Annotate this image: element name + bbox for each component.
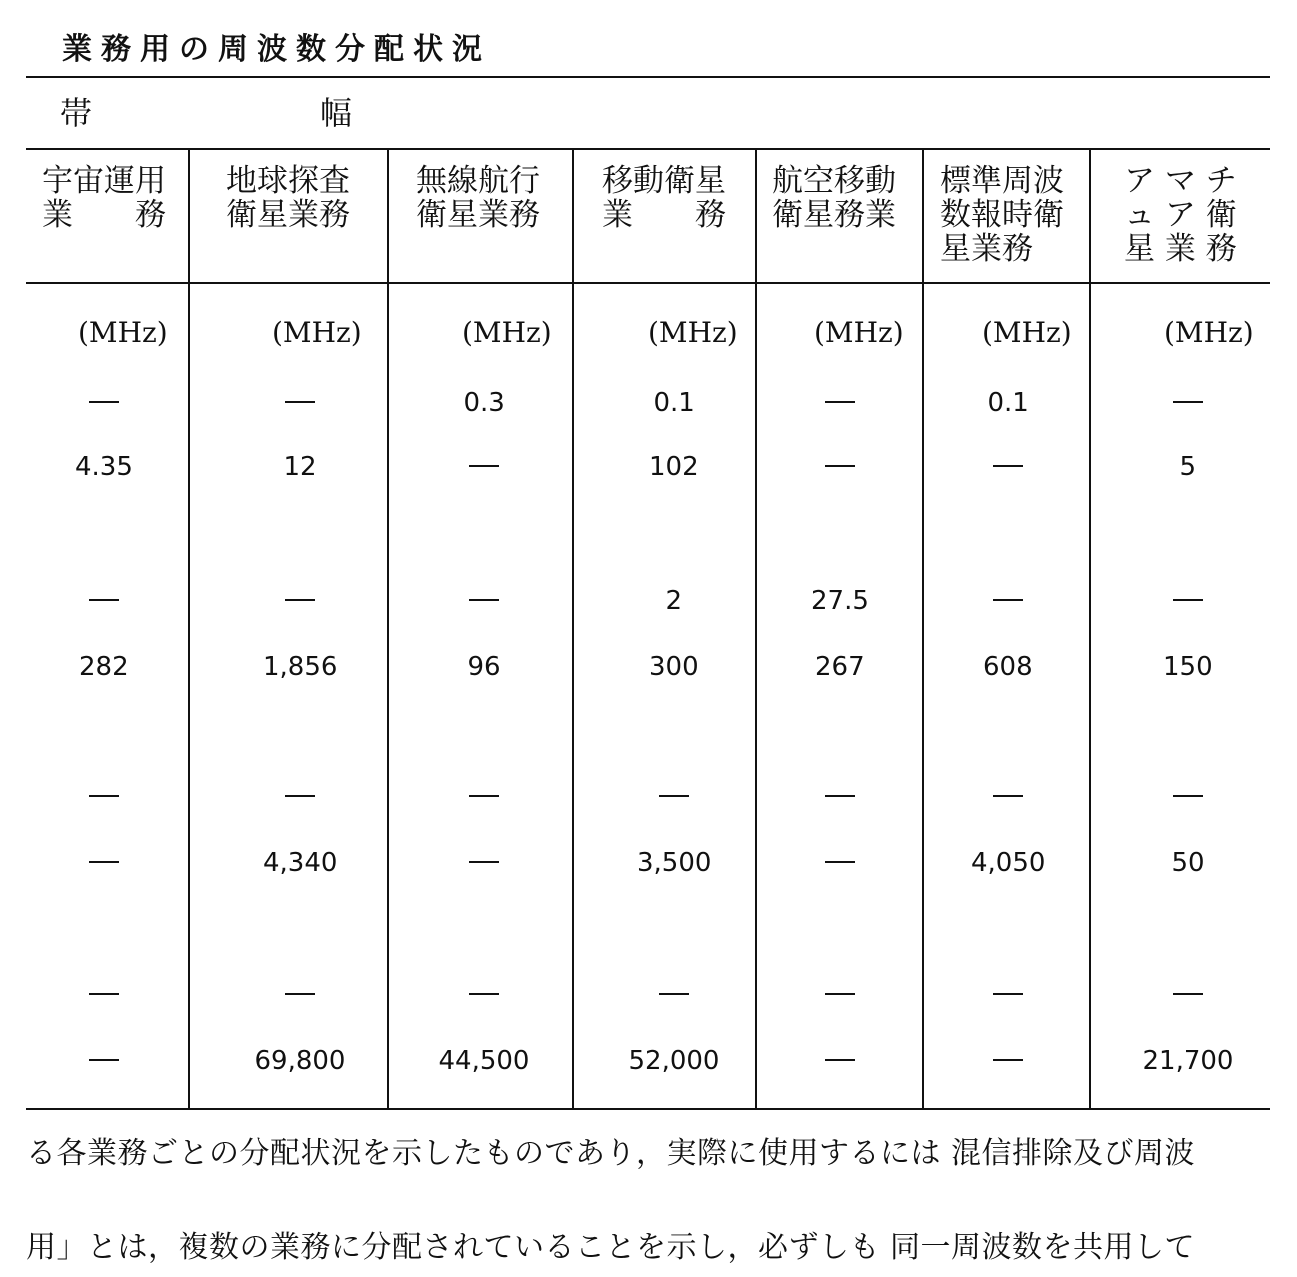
empty-cell-dash: [89, 599, 119, 601]
column-header: 標準周波 数報時衛 星業務: [940, 163, 1064, 267]
empty-cell-dash: [993, 1059, 1023, 1061]
empty-cell-dash: [825, 465, 855, 467]
table-cell: 44,500: [438, 1046, 530, 1076]
empty-cell-dash: [825, 993, 855, 995]
column-divider: [755, 150, 757, 1108]
column-header: 無線航行 衛星業務: [416, 163, 540, 233]
column-divider: [387, 150, 389, 1108]
empty-cell-dash: [1173, 401, 1203, 403]
empty-cell-dash: [825, 401, 855, 403]
table-cell: 2: [665, 586, 683, 616]
note-line: 用」とは，複数の業務に分配されていることを示し，必ずしも 同一周波数を共用して: [26, 1230, 1196, 1265]
table-cell: 5: [1179, 452, 1197, 482]
empty-cell-dash: [993, 599, 1023, 601]
note-line: る各業務ごとの分配状況を示したものであり，実際に使用するには 混信排除及び周波: [26, 1136, 1196, 1171]
table-cell: 12: [283, 452, 317, 482]
unit-label: (MHz): [78, 316, 168, 349]
header-top-rule: [26, 148, 1270, 150]
empty-cell-dash: [993, 795, 1023, 797]
empty-cell-dash: [285, 993, 315, 995]
column-divider: [922, 150, 924, 1108]
column-divider: [1089, 150, 1091, 1108]
empty-cell-dash: [993, 465, 1023, 467]
table-cell: 52,000: [628, 1046, 720, 1076]
table-cell: 69,800: [254, 1046, 346, 1076]
empty-cell-dash: [469, 795, 499, 797]
table-cell: 267: [815, 652, 865, 682]
empty-cell-dash: [469, 465, 499, 467]
unit-label: (MHz): [272, 316, 362, 349]
band-label-right: 幅: [320, 94, 353, 132]
empty-cell-dash: [285, 795, 315, 797]
table-bottom-rule: [26, 1108, 1270, 1110]
column-header: 地球探査 衛星業務: [226, 163, 350, 233]
unit-label: (MHz): [462, 316, 552, 349]
empty-cell-dash: [825, 795, 855, 797]
column-header: 移動衛星 業 務: [602, 163, 726, 233]
empty-cell-dash: [825, 1059, 855, 1061]
table-cell: 3,500: [637, 848, 712, 878]
table-cell: 300: [649, 652, 699, 682]
table-cell: 0.3: [463, 388, 505, 418]
empty-cell-dash: [659, 993, 689, 995]
empty-cell-dash: [89, 401, 119, 403]
page-title: 業務用の周波数分配状況: [62, 32, 491, 67]
empty-cell-dash: [825, 861, 855, 863]
empty-cell-dash: [1173, 993, 1203, 995]
empty-cell-dash: [285, 599, 315, 601]
table-cell: 4.35: [75, 452, 133, 482]
empty-cell-dash: [89, 1059, 119, 1061]
unit-label: (MHz): [1164, 316, 1254, 349]
column-header: 航空移動 衛星務業: [772, 163, 896, 233]
table-cell: 4,340: [263, 848, 338, 878]
table-cell: 102: [649, 452, 699, 482]
unit-label: (MHz): [982, 316, 1072, 349]
table-cell: 96: [467, 652, 501, 682]
table-cell: 1,856: [263, 652, 338, 682]
empty-cell-dash: [993, 993, 1023, 995]
empty-cell-dash: [285, 401, 315, 403]
column-header: ア マ チ ュ ア 衛 星 業 務: [1124, 163, 1237, 267]
empty-cell-dash: [469, 993, 499, 995]
unit-label: (MHz): [814, 316, 904, 349]
table-cell: 21,700: [1142, 1046, 1234, 1076]
empty-cell-dash: [89, 795, 119, 797]
empty-cell-dash: [1173, 795, 1203, 797]
table-cell: 282: [79, 652, 129, 682]
column-divider: [572, 150, 574, 1108]
empty-cell-dash: [89, 861, 119, 863]
header-bottom-rule: [26, 282, 1270, 284]
empty-cell-dash: [659, 795, 689, 797]
table-cell: 0.1: [653, 388, 695, 418]
table-cell: 4,050: [971, 848, 1046, 878]
column-divider: [188, 150, 190, 1108]
table-cell: 50: [1171, 848, 1205, 878]
table-cell: 608: [983, 652, 1033, 682]
unit-label: (MHz): [648, 316, 738, 349]
column-header: 宇宙運用 業 務: [42, 163, 166, 233]
empty-cell-dash: [469, 861, 499, 863]
empty-cell-dash: [89, 993, 119, 995]
band-label-left: 帯: [60, 94, 93, 132]
top-rule: [26, 76, 1270, 78]
table-cell: 27.5: [811, 586, 869, 616]
empty-cell-dash: [469, 599, 499, 601]
table-cell: 0.1: [987, 388, 1029, 418]
empty-cell-dash: [1173, 599, 1203, 601]
table-cell: 150: [1163, 652, 1213, 682]
